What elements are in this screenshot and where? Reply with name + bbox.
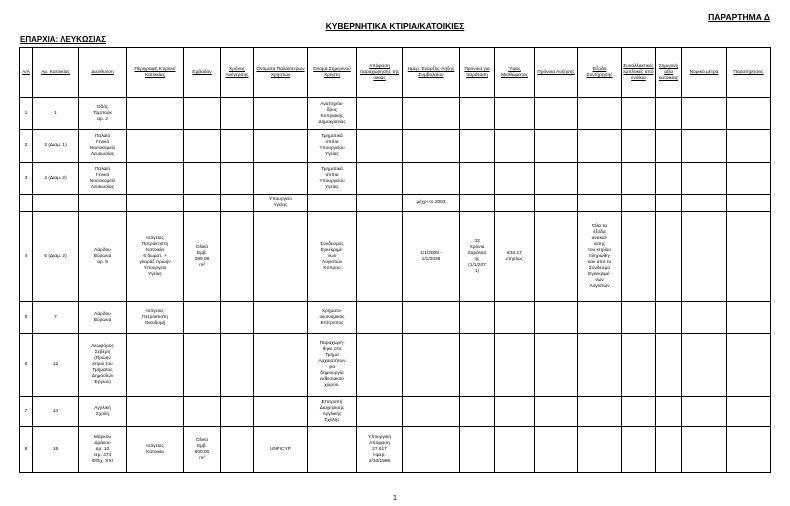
table-cell [221,397,254,427]
table-cell [184,397,221,427]
table-cell: Λεωφόρος Σεβέρη (Πρώην κτίριο του Τμήματος Δημοσίων Έργων) [79,334,127,397]
table-cell [460,427,495,473]
district-label: ΕΠΑΡΧΙΑ: ΛΕΥΚΩΣΙΑΣ [20,35,106,44]
table-cell [622,334,656,397]
table-row [20,397,771,427]
table-cell [656,163,682,195]
table-cell: Ισόγειος Πετρόκτιστη Οικοδομή [127,302,184,334]
table-cell [460,130,495,163]
table-cell: 3 [20,163,33,195]
table-cell: Αναπηρόε- δρος Κυπριακής Δημοκρατίας [308,98,357,130]
table-cell: 5 [20,302,33,334]
table-cell [682,212,727,302]
table-cell [127,130,184,163]
table-cell [221,98,254,130]
table-cell [682,130,727,163]
appendix-label: ΠΑΡΑΡΤΗΜΑ Δ [708,12,770,22]
table-cell [578,195,622,212]
table-cell [535,334,578,397]
col-header-extension: Πρόνοια για παράταση [460,48,495,98]
table-cell [20,195,33,212]
table-cell: 33 Χρόνια παράτασ ης (1/1/207 1) [460,212,495,302]
table-cell [578,427,622,473]
table-cell: Υπουργική Απόφαση 27.617 Ημερ. 2/10/1986 [357,427,403,473]
table-cell [622,212,656,302]
table-cell [622,195,656,212]
table-cell [656,98,682,130]
table-cell [460,195,495,212]
table-cell [79,195,127,212]
col-header-remarks: Παρατηρήσεις [727,48,771,98]
table-cell [308,427,357,473]
table-cell [357,212,403,302]
table-cell [622,302,656,334]
table-cell [578,334,622,397]
table-cell [682,195,727,212]
table-cell [578,302,622,334]
table-cell [357,163,403,195]
table-cell [682,397,727,427]
table-cell: Επιτροπή Διαχείρισης Αγγλικής Σχολής [308,397,357,427]
table-cell [656,427,682,473]
table-cell: 6 [20,334,33,397]
table-cell: Χρηματο- οικονομικός Επίτροπος [308,302,357,334]
table-cell [357,302,403,334]
table-cell [403,302,460,334]
table-cell [495,397,535,427]
table-cell [535,397,578,427]
table-cell: 14 [33,397,79,427]
table-cell [656,302,682,334]
table-cell [357,195,403,212]
table-cell [535,195,578,212]
table-cell [221,212,254,302]
table-row [20,427,771,473]
table-row [20,302,771,334]
table-cell [184,98,221,130]
table-cell: Υπουργείο Υγείας [254,195,308,212]
table-row [20,98,771,130]
table-cell [535,98,578,130]
table-cell: Οδός Τομπούκ αρ. 2 [79,98,127,130]
col-header-rent: Ύψος Μισθώματος [495,48,535,98]
table-cell [254,302,308,334]
table-cell [221,195,254,212]
table-cell [682,163,727,195]
table-cell [460,163,495,195]
table-cell [460,397,495,427]
table-row [20,163,771,195]
table-cell [33,195,79,212]
table-row [20,130,771,163]
col-header-increase: Πρόνοια Αύξησης [535,48,578,98]
table-cell [254,163,308,195]
table-cell: 8 [20,427,33,473]
table-cell [682,98,727,130]
table-cell: Αγγλική Σχολή [79,397,127,427]
table-cell [403,130,460,163]
table-cell: 6 (Διαμ. 2) [33,212,79,302]
table-cell: 15 [33,427,79,473]
table-cell [221,130,254,163]
table-cell [403,163,460,195]
table-cell [460,302,495,334]
table-cell [682,427,727,473]
table-cell [727,98,771,130]
table-cell: Ολικό Εμβ. 600,00 m² [184,427,221,473]
table-cell: Λάρδου Βύρωνα [79,302,127,334]
table-cell [495,130,535,163]
table-cell: UNFICYP [254,427,308,473]
table-cell: Όλα τα έξοδα ανακαί- νισης του κτιρίου πληρώθη- καν από το Σύνδεσμο Εγκεκριμέ- νων Λογιστών [578,212,622,302]
table-cell [656,397,682,427]
table-cell [535,130,578,163]
table-cell [535,163,578,195]
table-cell [682,302,727,334]
table-cell [127,195,184,212]
table-cell [656,195,682,212]
table-cell [184,130,221,163]
table-cell [656,212,682,302]
col-header-house-no: Αρ. Κατοικίας [33,48,79,98]
col-header-aa: Α/Α [20,48,33,98]
table-cell [727,427,771,473]
table-cell [535,427,578,473]
table-cell [682,334,727,397]
table-cell [460,334,495,397]
table-cell [221,334,254,397]
table-cell [727,212,771,302]
table-cell [221,302,254,334]
table-cell [403,397,460,427]
table-cell [727,195,771,212]
table-cell [495,163,535,195]
table-cell [127,163,184,195]
table-cell: 1/1/2005 - 1/1/2038 [403,212,460,302]
page-title: ΚΥΒΕΡΝΗΤΙΚΑ ΚΤΙΡΙΑ/ΚΑΤΟΙΚΙΕΣ [325,21,465,31]
table-cell: €34,17 ετησίως [495,212,535,302]
table-cell [308,195,357,212]
table-cell: Ισόγειος Κατοικία [127,427,184,473]
table-cell [535,212,578,302]
table-cell [221,427,254,473]
table-cell [535,302,578,334]
table-cell [403,427,460,473]
table-cell [254,397,308,427]
col-header-construction-year: Χρόνος Ανέγερσης [221,48,254,98]
table-cell [460,98,495,130]
col-header-current-value: Σημερινή αξία κατοικίας [656,48,682,98]
table-cell: μέχρι το 2003 [403,195,460,212]
table-cell: Παλαιό Γενικό Νοσοκομείο Λευκωσίας [79,130,127,163]
table-cell: 2 [20,130,33,163]
table-cell [254,98,308,130]
table-cell [127,397,184,427]
table-cell: 1 [33,98,79,130]
table-cell: 7 [33,302,79,334]
table-cell: Τμηματικά σπίτια Υπουργείου Υγείας [308,130,357,163]
col-header-grant-decision: Απόφαση παραχώρησης της οικίας [357,48,403,98]
table-cell: 2 (Διαμ. 1) [33,130,79,163]
page-number: 1 [392,493,398,502]
buildings-table [19,47,771,473]
table-cell [578,98,622,130]
table-cell [184,163,221,195]
table-cell [622,427,656,473]
table-cell [578,130,622,163]
table-cell: 1 [20,98,33,130]
table-cell: Παραχωρή- θηκε στο Τμήμα Αρχαιοτήτων για δημιουργία εκθεσιακού χώρου. [308,334,357,397]
table-cell: Σύνδεσμος Εγκεκριμέ- νων Λογιστών Κύπρου [308,212,357,302]
col-header-description: Περιγραφή Κτιρίου/ Κατοικίας [127,48,184,98]
table-cell [184,302,221,334]
col-header-area: Εμβαδόν [184,48,221,98]
table-cell [656,334,682,397]
table-cell: Ολικό Εμβ. 289,00 m² [184,212,221,302]
col-header-address: Διεύθυνση [79,48,127,98]
table-cell [727,334,771,397]
table-cell [357,334,403,397]
table-cell [495,195,535,212]
table-cell [495,427,535,473]
table-cell [254,334,308,397]
table-cell [357,130,403,163]
col-header-former-users: Ονόματα Παλαιότερων Χρηστών [254,48,308,98]
table-cell [254,212,308,302]
table-cell [403,334,460,397]
table-cell: Παλαιό Γενικό Νοσοκομείο Λευκωσίας [79,163,127,195]
table-cell [578,397,622,427]
table-cell [578,163,622,195]
table-row [20,195,771,212]
table-cell: 2 (Διαμ. 2) [33,163,79,195]
header-row [20,48,771,98]
table-cell [622,130,656,163]
table-cell: Τμηματικά σπίτια Υπουργείου Υγείας [308,163,357,195]
table-cell: 4 [20,212,33,302]
col-header-maintenance: Έξοδα Συντήρησης [578,48,622,98]
table-cell: Μάρκου Δράκου αρ. 10 τεμ. 474 Φ/Σχ. XXI [79,427,127,473]
table-cell [727,397,771,427]
table-cell: 7 [20,397,33,427]
table-cell: 12 [33,334,79,397]
table-cell [727,163,771,195]
table-cell [184,195,221,212]
table-cell [184,334,221,397]
table-cell [622,98,656,130]
table-cell [403,98,460,130]
col-header-contract-dates: Ημερ. Εναρξης-Λήξης Συμβολαίου [403,48,460,98]
table-cell [357,397,403,427]
col-header-legal: Νομικά μέτρα [682,48,727,98]
table-cell: Λάρδου Βύρωνα αρ. 9 [79,212,127,302]
table-cell [495,334,535,397]
table-row [20,212,771,302]
col-header-current-user: Όνομα Σημερινού Χρήστη [308,48,357,98]
table-cell [127,334,184,397]
table-row [20,334,771,397]
table-cell: Ισόγειος Πατρόκτιστη Κατοικία 6 δωματ. + γκαράζ πρώην Υπουργείο Υγείας [127,212,184,302]
col-header-arrears: Συναλλακτικές εμπλοκές από ενοίκια [622,48,656,98]
table-cell [254,130,308,163]
table-cell [727,302,771,334]
table-cell [622,163,656,195]
table-cell [495,302,535,334]
table-cell [221,163,254,195]
table-cell [357,98,403,130]
table-cell [127,98,184,130]
table-cell [495,98,535,130]
table-cell [727,130,771,163]
table-cell [656,130,682,163]
table-cell [622,397,656,427]
